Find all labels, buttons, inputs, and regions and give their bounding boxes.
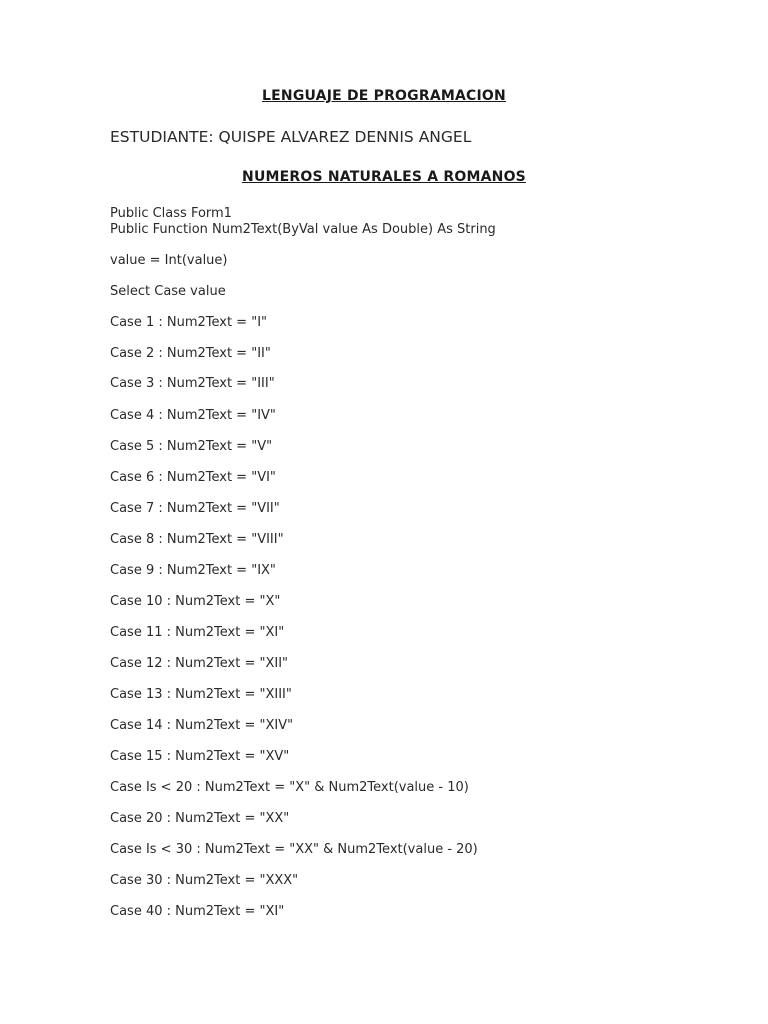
code-line: Case 40 : Num2Text = "XI" — [110, 904, 285, 919]
code-line: Case 12 : Num2Text = "XII" — [110, 656, 289, 671]
code-line: Public Class Form1 — [110, 206, 232, 221]
code-line: Case 6 : Num2Text = "VI" — [110, 470, 276, 485]
code-line: Case 2 : Num2Text = "II" — [110, 346, 271, 361]
student-name: ESTUDIANTE: QUISPE ALVAREZ DENNIS ANGEL — [110, 128, 472, 146]
code-line: value = Int(value) — [110, 253, 228, 268]
code-line: Case 20 : Num2Text = "XX" — [110, 811, 290, 826]
code-line: Case 30 : Num2Text = "XXX" — [110, 873, 299, 888]
code-line: Case 15 : Num2Text = "XV" — [110, 749, 290, 764]
code-line: Case 3 : Num2Text = "III" — [110, 376, 275, 391]
code-line: Case 14 : Num2Text = "XIV" — [110, 718, 294, 733]
code-line: Case 10 : Num2Text = "X" — [110, 594, 281, 609]
code-line: Select Case value — [110, 284, 226, 299]
code-line: Case 4 : Num2Text = "IV" — [110, 408, 276, 423]
code-line: Case 1 : Num2Text = "I" — [110, 315, 268, 330]
code-line: Case Is < 30 : Num2Text = "XX" & Num2Text(value - 20) — [110, 842, 478, 857]
document-title: LENGUAJE DE PROGRAMACION — [262, 88, 506, 104]
code-line: Case 8 : Num2Text = "VIII" — [110, 532, 284, 547]
code-line: Public Function Num2Text(ByVal value As Double) As String — [110, 222, 496, 237]
code-line: Case Is < 20 : Num2Text = "X" & Num2Text(value - 10) — [110, 780, 469, 795]
code-line: Case 7 : Num2Text = "VII" — [110, 501, 280, 516]
code-line: Case 9 : Num2Text = "IX" — [110, 563, 276, 578]
document-subtitle: NUMEROS NATURALES A ROMANOS — [242, 169, 526, 185]
code-line: Case 13 : Num2Text = "XIII" — [110, 687, 292, 702]
code-line: Case 11 : Num2Text = "XI" — [110, 625, 285, 640]
code-line: Case 5 : Num2Text = "V" — [110, 439, 273, 454]
